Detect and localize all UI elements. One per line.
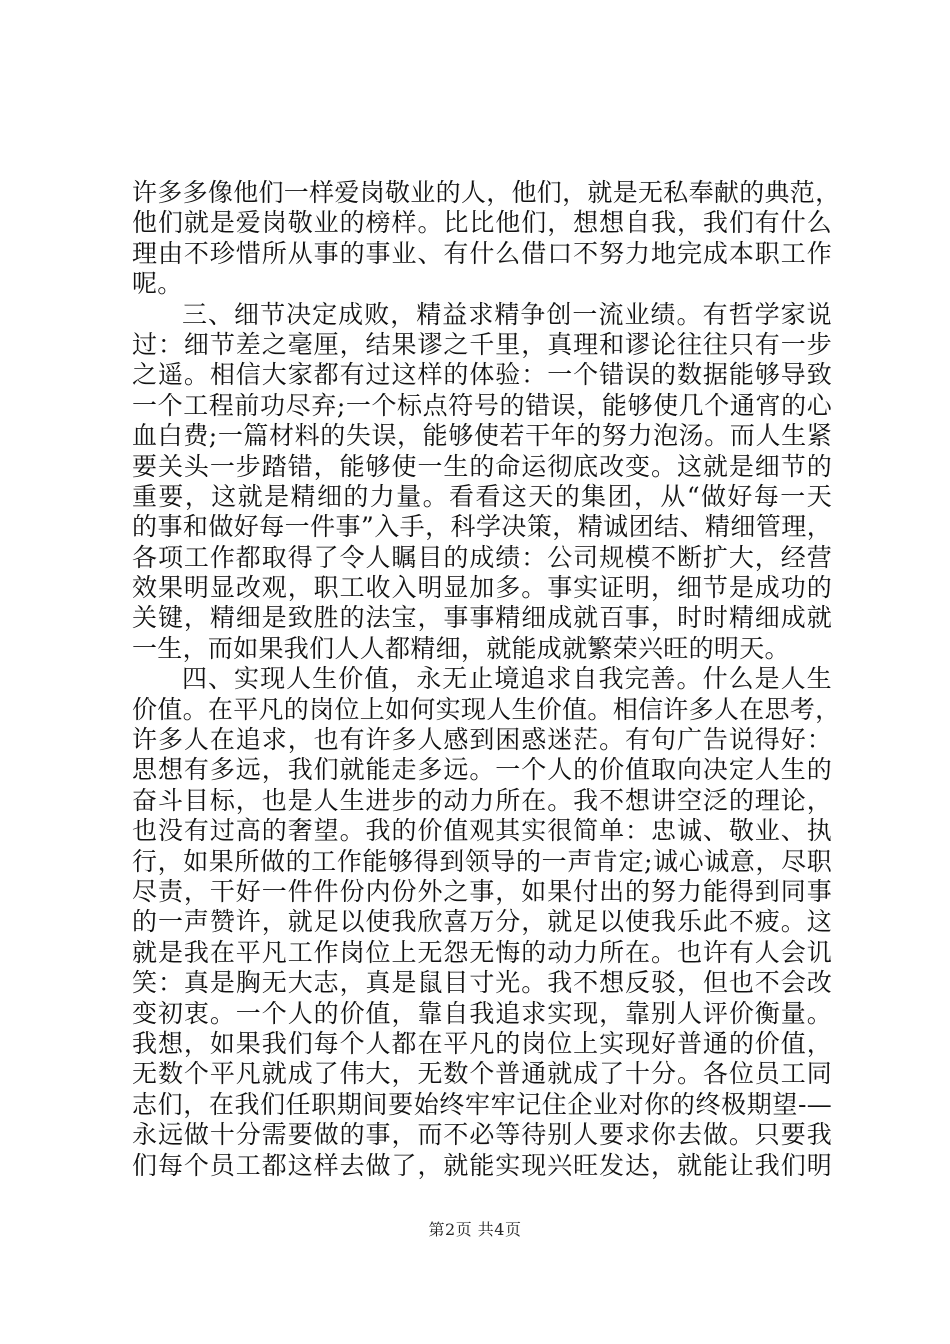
text-line: 理由不珍惜所从事的事业、有什么借口不努力地完成本职工作 — [132, 238, 832, 268]
text-line: 们每个员工都这样去做了，就能实现兴旺发达，就能让我们明 — [132, 1150, 832, 1180]
text-line: 要关头一步踏错，能够使一生的命运彻底改变。这就是细节的 — [132, 451, 832, 481]
text-line: 奋斗目标，也是人生进步的动力所在。我不想讲空泛的理论， — [132, 785, 832, 815]
text-line: 思想有多远，我们就能走多远。一个人的价值取向决定人生的 — [132, 755, 832, 785]
text-line: 的一声赞许，就足以使我欣喜万分，就足以使我乐此不疲。这 — [132, 907, 832, 937]
text-line: 各项工作都取得了令人瞩目的成绩：公司规模不断扩大，经营 — [132, 542, 832, 572]
text-line: 效果明显改观，职工收入明显加多。事实证明，细节是成功的 — [132, 573, 832, 603]
text-line: 四、实现人生价值，永无止境追求自我完善。什么是人生 — [182, 664, 832, 694]
text-line: 一生，而如果我们人人都精细，就能成就繁荣兴旺的明天。 — [132, 633, 790, 663]
text-line: 志们，在我们任职期间要始终牢牢记住企业对你的终极期望-— — [132, 1089, 832, 1119]
text-line: 我想，如果我们每个人都在平凡的岗位上实现好普通的价值， — [132, 1028, 832, 1058]
text-line: 血白费;一篇材料的失误，能够使若干年的努力泡汤。而人生紧 — [132, 421, 832, 451]
text-line: 过：细节差之毫厘，结果谬之千里，真理和谬论往往只有一步 — [132, 329, 832, 359]
text-line: 行，如果所做的工作能够得到领导的一声肯定;诚心诚意，尽职 — [132, 846, 832, 876]
text-line: 价值。在平凡的岗位上如何实现人生价值。相信许多人在思考， — [132, 694, 841, 724]
text-line: 就是我在平凡工作岗位上无怨无悔的动力所在。也许有人会讥 — [132, 937, 832, 967]
text-line: 重要，这就是精细的力量。看看这天的集团，从“做好每一天 — [132, 481, 832, 511]
text-line: 笑：真是胸无大志，真是鼠目寸光。我不想反驳，但也不会改 — [132, 968, 832, 998]
text-line: 呢。 — [132, 269, 183, 299]
text-line: 也没有过高的奢望。我的价值观其实很简单：忠诚、敬业、执 — [132, 816, 832, 846]
page-footer: 第2页 共4页 — [428, 1220, 522, 1239]
text-line: 一个工程前功尽弃;一个标点符号的错误，能够使几个通宵的心 — [132, 390, 832, 420]
text-line: 关键，精细是致胜的法宝，事事精细成就百事，时时精细成就 — [132, 603, 832, 633]
body-text — [132, 178, 841, 1181]
text-line: 之遥。相信大家都有过这样的体验：一个错误的数据能够导致 — [132, 360, 832, 390]
text-line: 无数个平凡就成了伟大，无数个普通就成了十分。各位员工同 — [132, 1059, 832, 1089]
text-line: 许多人在追求，也有许多人感到困惑迷茫。有句广告说得好： — [132, 725, 832, 755]
text-line: 变初衷。一个人的价值，靠自我追求实现，靠别人评价衡量。 — [132, 998, 832, 1028]
text-line: 三、细节决定成败，精益求精争创一流业绩。有哲学家说 — [182, 299, 832, 329]
text-line: 永远做十分需要做的事，而不必等待别人要求你去做。只要我 — [132, 1120, 832, 1150]
text-line: 许多多像他们一样爱岗敬业的人，他们，就是无私奉献的典范， — [132, 178, 841, 207]
text-line: 他们就是爱岗敬业的榜样。比比他们，想想自我，我们有什么 — [132, 208, 832, 238]
text-line: 的事和做好每一件事”入手，科学决策，精诚团结、精细管理， — [132, 512, 832, 542]
text-line: 尽责，干好一件件份内份外之事，如果付出的努力能得到同事 — [132, 876, 832, 906]
